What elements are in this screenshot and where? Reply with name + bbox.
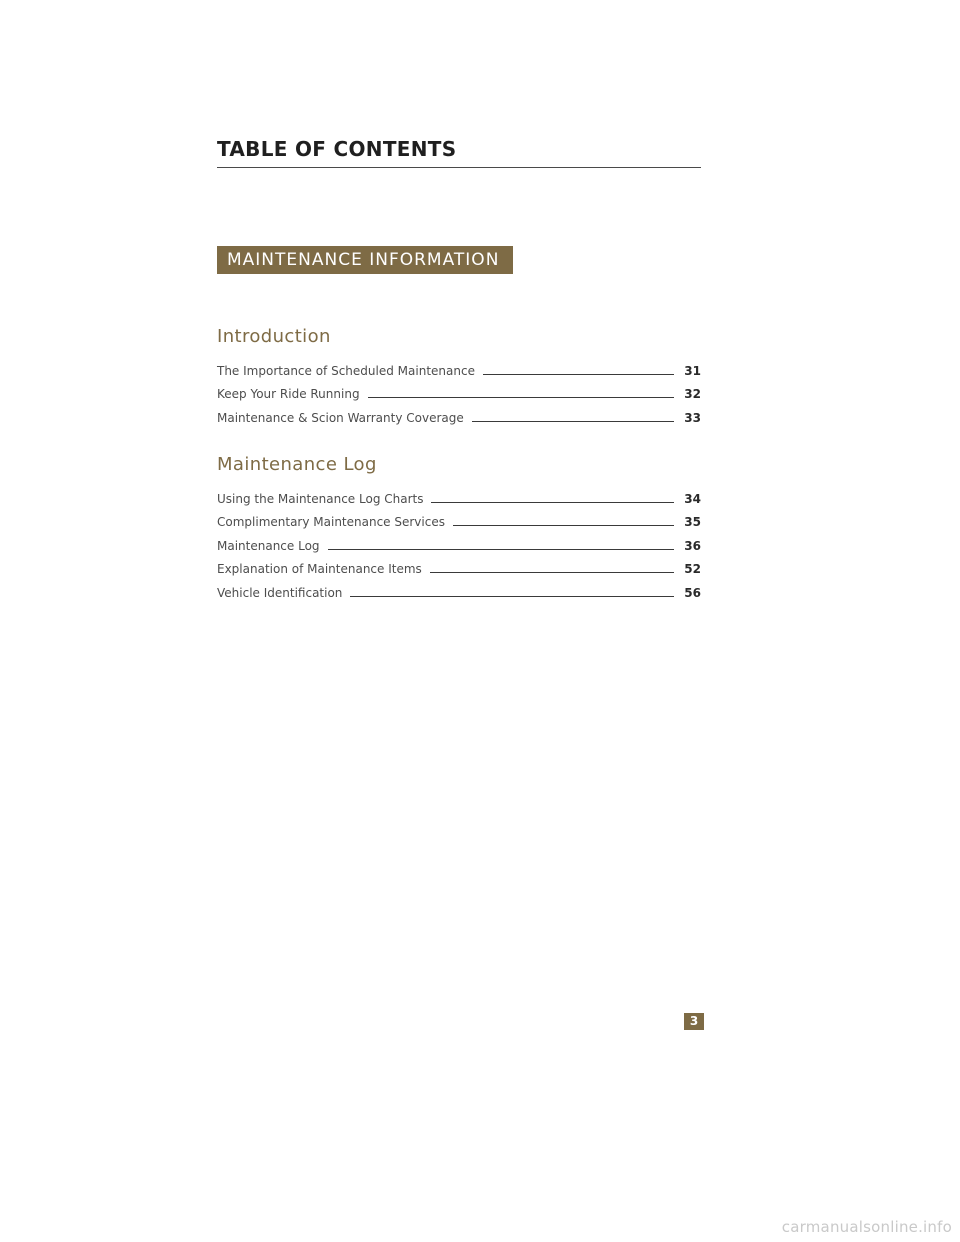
toc-entry-label: Complimentary Maintenance Services (217, 515, 445, 529)
toc-leader-line (328, 549, 675, 550)
toc-entry-page: 35 (684, 515, 701, 529)
toc-leader-line (368, 397, 675, 398)
toc-list (217, 355, 701, 426)
toc-entry-page: 34 (684, 491, 701, 506)
toc-group-introduction (217, 325, 701, 426)
page-title: TABLE OF CONTENTS (217, 135, 701, 168)
toc-entry-label: Maintenance & Scion Warranty Coverage (217, 410, 464, 425)
toc-entry-label: Vehicle Identification (217, 585, 343, 600)
toc-entry-page: 32 (684, 387, 701, 401)
toc-entry-label: The Importance of Scheduled Maintenance (217, 363, 475, 378)
toc-entry[interactable] (217, 402, 701, 426)
section-banner: MAINTENANCE INFORMATION (217, 246, 513, 274)
toc-leader-line (431, 502, 674, 503)
watermark: carmanualsonline.info (781, 1218, 952, 1236)
toc-entry[interactable] (217, 554, 701, 578)
toc-leader-line (472, 421, 675, 422)
page-header (217, 135, 701, 168)
toc-entry-page: 33 (684, 410, 701, 425)
page-number-badge: 3 (684, 1013, 704, 1030)
toc-entry-page: 52 (684, 562, 701, 576)
toc-entry-label: Explanation of Maintenance Items (217, 562, 422, 576)
toc-leader-line (453, 525, 674, 526)
toc-entry-page: 31 (684, 363, 701, 378)
toc-entry[interactable] (217, 577, 701, 601)
group-heading: Introduction (217, 326, 331, 347)
toc-entry[interactable] (217, 355, 701, 379)
toc-leader-line (483, 374, 674, 375)
toc-group-maintenance-log (217, 453, 701, 601)
toc-entry-page: 56 (684, 585, 701, 600)
toc-entry-label: Keep Your Ride Running (217, 387, 360, 401)
group-heading: Maintenance Log (217, 454, 377, 475)
toc-entry[interactable] (217, 507, 701, 531)
toc-entry[interactable] (217, 530, 701, 554)
toc-entry-label: Maintenance Log (217, 538, 320, 553)
toc-entry-page: 36 (684, 538, 701, 553)
toc-entry[interactable] (217, 379, 701, 403)
toc-leader-line (350, 596, 674, 597)
toc-entry[interactable] (217, 483, 701, 507)
toc-list (217, 483, 701, 601)
toc-leader-line (430, 572, 675, 573)
toc-entry-label: Using the Maintenance Log Charts (217, 491, 424, 506)
